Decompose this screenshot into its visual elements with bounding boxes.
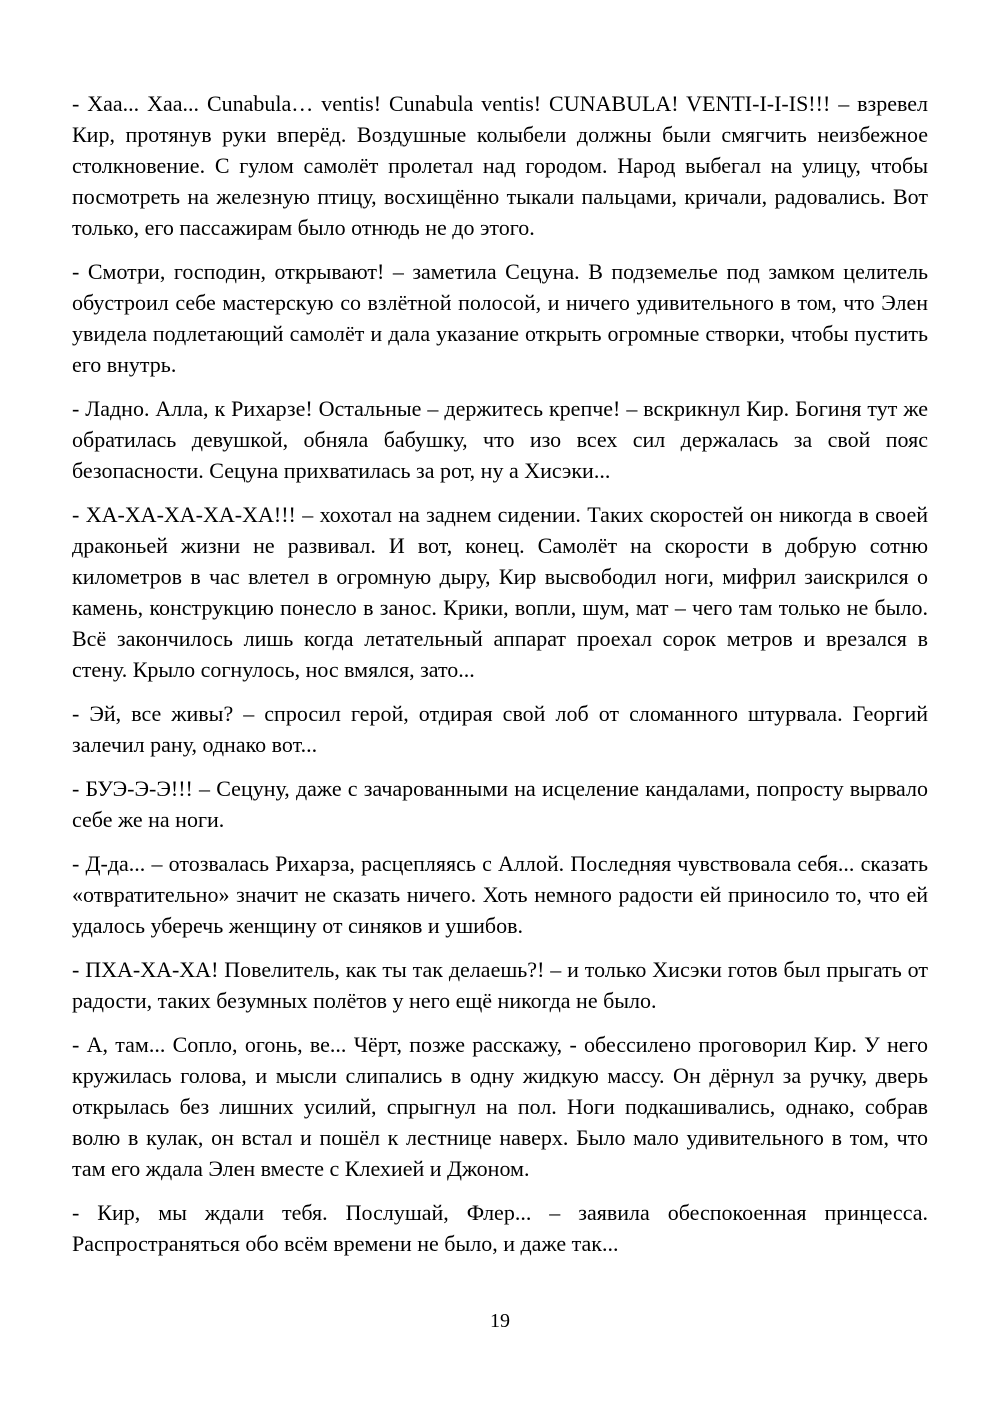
page-number: 19: [490, 1310, 510, 1332]
paragraph: - БУЭ-Э-Э!!! – Сецуну, даже с зачарованными на исцеление кандалами, попросту вырвало себе же на ноги.: [72, 776, 928, 832]
paragraph: - Смотри, господин, открывают! – заметила Сецуна. В подземелье под замком целитель обустроил себе мастерскую со взлётной полосой, и ничего удивительного в том, что Элен увидела подлетающий самолёт и дала указание открыть огромные створки, чтобы пустить его внутрь.: [72, 259, 928, 377]
paragraph: - Эй, все живы? – спросил герой, отдирая свой лоб от сломанного штурвала. Георгий залечил рану, однако вот...: [72, 701, 928, 757]
text-block: [72, 88, 928, 1272]
paragraph: - ПХА-ХА-ХА! Повелитель, как ты так делаешь?! – и только Хисэки готов был прыгать от радости, таких безумных полётов у него ещё никогда не было.: [72, 957, 928, 1013]
paragraph: - Хаа... Хаа... Cunabula… ventis! Cunabula ventis! CUNABULA! VENTI-I-I-IS!!! – взревел Кир, протянув руки вперёд. Воздушные колыбели должны были смягчить неизбежное столкновение. С гулом самолёт пролетал над городом. Народ выбегал на улицу, чтобы посмотреть на железную птицу, восхищённо тыкали пальцами, кричали, радовались. Вот только, его пассажирам было отнюдь не до этого.: [72, 91, 928, 240]
paragraph: - Д-да... – отозвалась Рихарза, расцепляясь с Аллой. Последняя чувствовала себя... сказать «отвратительно» значит не сказать ничего. Хоть немного радости ей приносило то, что ей удалось уберечь женщину от синяков и ушибов.: [72, 851, 928, 938]
paragraph: - Кир, мы ждали тебя. Послушай, Флер... – заявила обеспокоенная принцесса. Распространяться обо всём времени не было, и даже так...: [72, 1200, 928, 1256]
paragraph: - Ладно. Алла, к Рихарзе! Остальные – держитесь крепче! – вскрикнул Кир. Богиня тут же обратилась девушкой, обняла бабушку, что изо всех сил держалась за свой пояс безопасности. Сецуна прихватилась за рот, ну а Хисэки...: [72, 396, 928, 483]
paragraph: - А, там... Сопло, огонь, ве... Чёрт, позже расскажу, - обессилено проговорил Кир. У него кружилась голова, и мысли слипались в одну жидкую массу. Он дёрнул за ручку, дверь открылась без лишних усилий, спрыгнул на пол. Ноги подкашивались, однако, собрав волю в кулак, он встал и пошёл к лестнице наверх. Было мало удивительного в том, что там его ждала Элен вместе с Клехией и Джоном.: [72, 1032, 928, 1181]
paragraph: - ХА-ХА-ХА-ХА-ХА!!! – хохотал на заднем сидении. Таких скоростей он никогда в своей драконьей жизни не развивал. И вот, конец. Самолёт на скорости в добрую сотню километров в час влетел в огромную дыру, Кир высвободил ноги, мифрил заискрился о камень, конструкцию понесло в занос. Крики, вопли, шум, мат – чего там только не было. Всё закончилось лишь когда летательный аппарат проехал сорок метров и врезался в стену. Крыло согнулось, нос вмялся, зато...: [72, 502, 928, 682]
